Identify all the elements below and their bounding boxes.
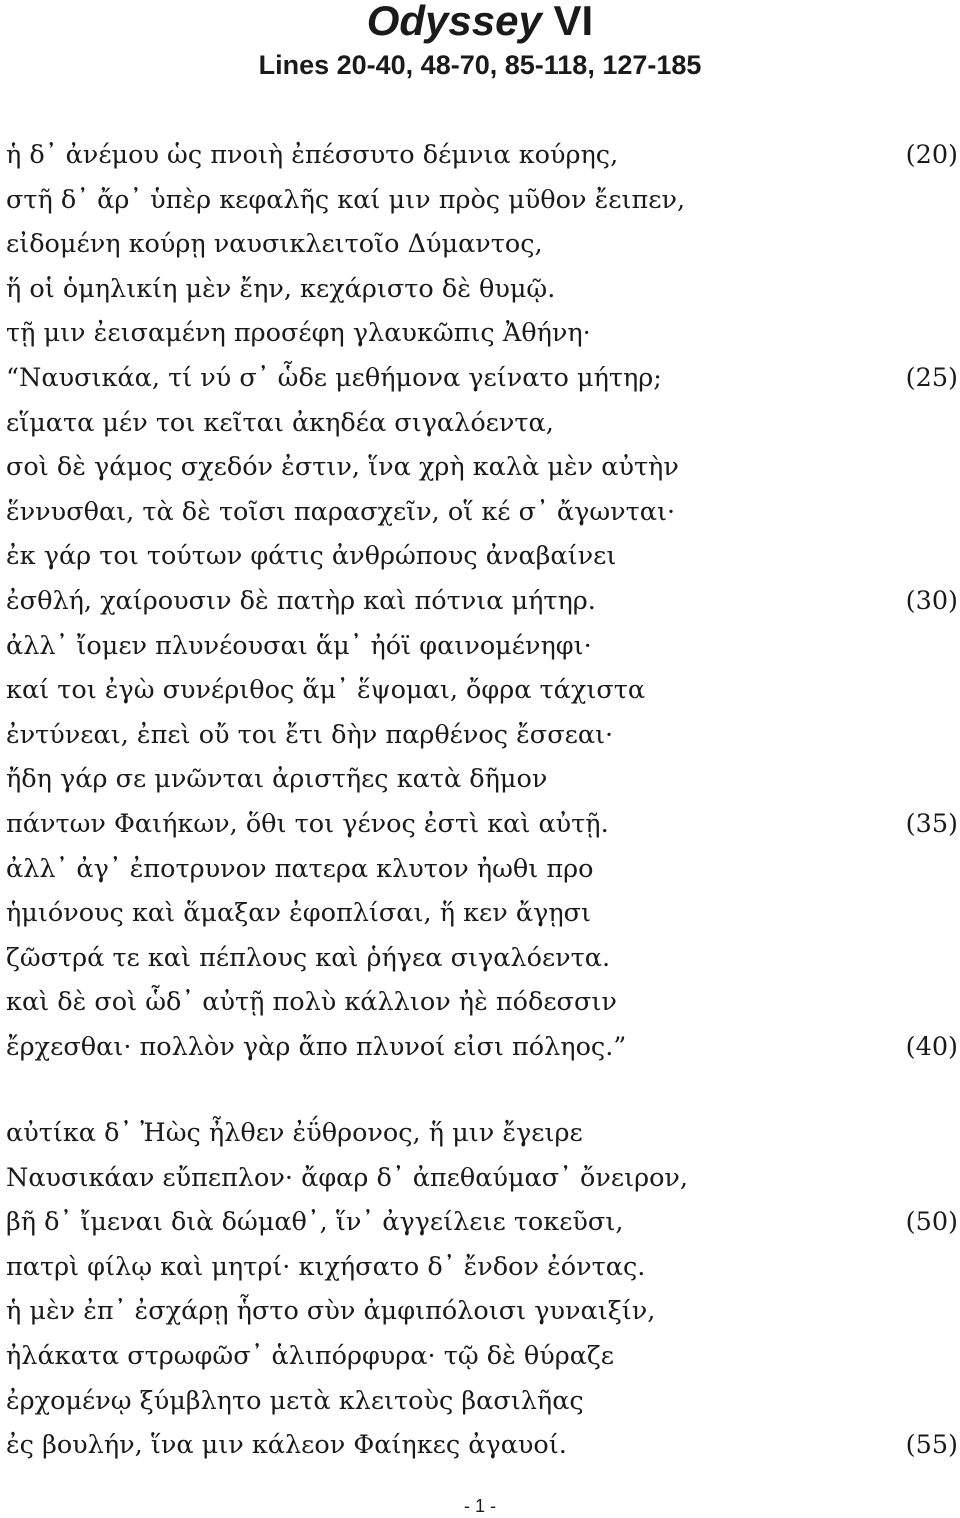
- verse-line: [6, 1200, 960, 1245]
- verse-text: αὐτίκα δ᾽ Ἠὼς ἦλθεν ἐΰθρονος, ἥ μιν ἔγειρε: [6, 1118, 583, 1148]
- verse-line: [6, 847, 960, 892]
- verse-line: [6, 445, 960, 490]
- line-number: (50): [905, 1207, 958, 1238]
- title-book: VI: [541, 0, 594, 44]
- verse-text: πάντων Φαιήκων, ὅθι τοι γένος ἐστὶ καὶ αὐτῇ.: [6, 808, 609, 839]
- verse-text: πατρὶ φίλῳ καὶ μητρί· κιχήσατο δ᾽ ἔνδον ἐόντας.: [6, 1251, 646, 1282]
- title-work: Odyssey: [366, 0, 542, 44]
- verse-line: [6, 980, 960, 1025]
- verse-line: [6, 1334, 960, 1379]
- verse-line: [6, 936, 960, 981]
- verse-line: [6, 401, 960, 446]
- verse-text: ἐκ γάρ τοι τούτων φάτις ἀνθρώπους ἀναβαίνει: [6, 541, 617, 572]
- verse-line: [6, 1245, 960, 1290]
- verse-line: [6, 490, 960, 535]
- verse-line: [6, 133, 960, 178]
- verse-text: βῆ δ᾽ ἴμεναι διὰ δώμαθ᾽, ἵν᾽ ἀγγείλειε τοκεῦσι,: [6, 1207, 624, 1238]
- page-header: [0, 0, 960, 80]
- verse-text: ἐρχομένῳ ξύμβλητο μετὰ κλειτοὺς βασιλῆας: [6, 1385, 584, 1416]
- verse-line: [6, 267, 960, 312]
- stanza-lines-20-40: [6, 133, 960, 1069]
- verse-line: [6, 624, 960, 669]
- line-number: (25): [905, 362, 958, 393]
- verse-line: [6, 1156, 960, 1201]
- verse-line: [6, 1289, 960, 1334]
- verse-text: ἔρχεσθαι· πολλὸν γὰρ ἄπο πλυνοί εἰσι πόληος.”: [6, 1031, 627, 1062]
- verse-line: [6, 579, 960, 624]
- verse-text: ἐς βουλήν, ἵνα μιν κάλεον Φαίηκες ἀγαυοί.: [6, 1430, 567, 1461]
- line-number: (35): [905, 808, 958, 839]
- verse-text: σοὶ δὲ γάμος σχεδόν ἐστιν, ἵνα χρὴ καλὰ μὲν αὐτὴν: [6, 452, 679, 483]
- verse-text: ἡ μὲν ἐπ᾽ ἐσχάρῃ ἧστο σὺν ἀμφιπόλοισι γυναιξίν,: [6, 1296, 656, 1327]
- verse-line: [6, 178, 960, 223]
- verse-line: [6, 1025, 960, 1070]
- line-number: (30): [905, 585, 958, 616]
- verse-text: στῆ δ᾽ ἄρ᾽ ὑπὲρ κεφαλῆς καί μιν πρὸς μῦθον ἔειπεν,: [6, 184, 686, 215]
- verse-text: ζῶστρά τε καὶ πέπλους καὶ ῥήγεα σιγαλόεντα.: [6, 942, 611, 973]
- verse-text: τῇ μιν ἐεισαμένη προσέφη γλαυκῶπις Ἀθήνη·: [6, 318, 591, 349]
- verse-line: [6, 802, 960, 847]
- page-subtitle: Lines 20-40, 48-70, 85-118, 127-185: [258, 50, 702, 80]
- verse-text: ἀλλ᾽ ἴομεν πλυνέουσαι ἅμ᾽ ἠόϊ φαινομένηφι·: [6, 630, 592, 661]
- line-number: (55): [905, 1430, 958, 1461]
- verse-text: ἐσθλή, χαίρουσιν δὲ πατὴρ καὶ πότνια μήτηρ.: [6, 585, 596, 616]
- verse-line: [6, 713, 960, 758]
- verse-text: “Ναυσικάα, τί νύ σ᾽ ὧδε μεθήμονα γείνατο μήτηρ;: [6, 362, 662, 393]
- verse-line: [6, 1379, 960, 1424]
- verse-text: ἥ οἱ ὁμηλικίη μὲν ἔην, κεχάριστο δὲ θυμῷ.: [6, 273, 556, 304]
- verse-line: [6, 222, 960, 267]
- verse-text: εἰδομένη κούρῃ ναυσικλειτοῖο Δύμαντος,: [6, 229, 543, 260]
- page-title: [0, 0, 960, 42]
- stanza-lines-48-55: [6, 1111, 960, 1468]
- verse-text: ἡ δ᾽ ἀνέμου ὡς πνοιὴ ἐπέσσυτο δέμνια κούρης,: [6, 140, 619, 170]
- verse-text: καὶ δὲ σοὶ ὧδ᾽ αὐτῇ πολὺ κάλλιον ἠὲ πόδεσσιν: [6, 987, 617, 1018]
- line-number: (40): [905, 1031, 958, 1062]
- verse-line: [6, 891, 960, 936]
- verse-line: [6, 356, 960, 401]
- line-number: (20): [905, 140, 958, 170]
- verse-text: καί τοι ἐγὼ συνέριθος ἅμ᾽ ἕψομαι, ὄφρα τάχιστα: [6, 675, 646, 706]
- verse-text: ἤδη γάρ σε μνῶνται ἀριστῆες κατὰ δῆμον: [6, 764, 548, 795]
- page-number: - 1 -: [463, 1496, 496, 1516]
- verse-text: ἐντύνεαι, ἐπεὶ οὔ τοι ἔτι δὴν παρθένος ἔσσεαι·: [6, 719, 614, 750]
- verse-text: ἡμιόνους καὶ ἅμαξαν ἐφοπλίσαι, ἥ κεν ἄγῃσι: [6, 898, 592, 929]
- verse-line: [6, 534, 960, 579]
- verse-text: ἠλάκατα στρωφῶσ᾽ ἁλιπόρφυρα· τῷ δὲ θύραζε: [6, 1340, 614, 1371]
- verse-line: [6, 668, 960, 713]
- verse-line: [6, 311, 960, 356]
- verse-line: [6, 1111, 960, 1156]
- verse-line: [6, 1423, 960, 1468]
- verse-text: Ναυσικάαν εὔπεπλον· ἄφαρ δ᾽ ἀπεθαύμασ᾽ ὄνειρον,: [6, 1162, 689, 1193]
- verse-line: [6, 757, 960, 802]
- verse-text: ἀλλ᾽ ἀγ᾽ ἐποτρυνον πατερα κλυτον ἠωθι προ: [6, 853, 594, 884]
- verse-text: εἵματα μέν τοι κεῖται ἀκηδέα σιγαλόεντα,: [6, 407, 554, 438]
- verse-text: ἕννυσθαι, τὰ δὲ τοῖσι παρασχεῖν, οἵ κέ σ᾽ ἄγωνται·: [6, 496, 676, 527]
